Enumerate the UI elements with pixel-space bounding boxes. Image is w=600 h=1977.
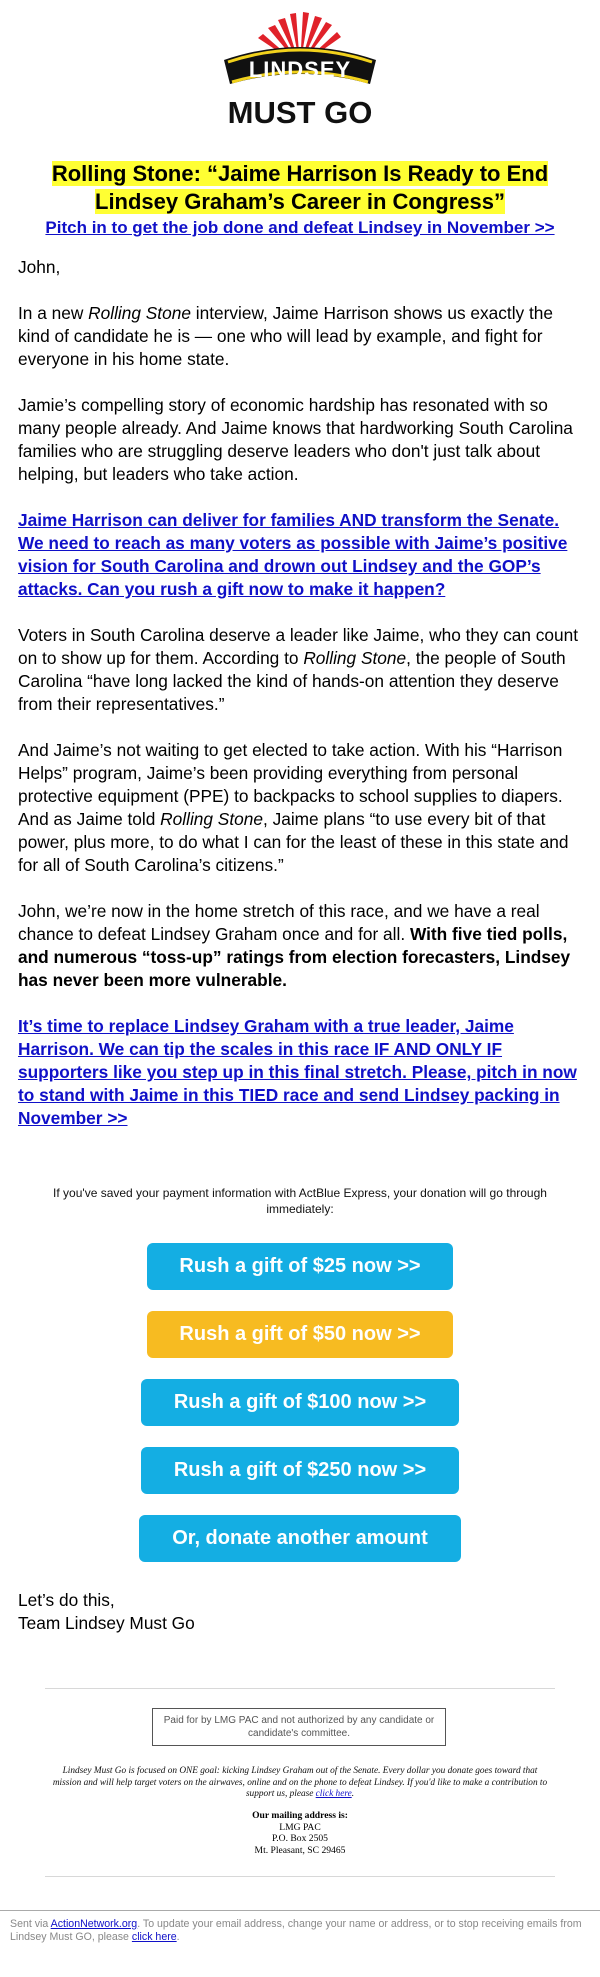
para5-text: John, we’re now in the home stretch of this race, and we have a real chance to defeat Lindsey Graham once and for all. bbox=[18, 901, 540, 944]
para1-text-a: In a new bbox=[18, 303, 89, 323]
greeting-text: John, bbox=[18, 257, 61, 277]
mission-end: . bbox=[351, 1789, 355, 1799]
divider-top bbox=[45, 1688, 555, 1689]
donate-250-button[interactable]: Rush a gift of $250 now >> bbox=[141, 1447, 459, 1494]
mailing-city: Mt. Pleasant, SC 29465 bbox=[254, 1844, 346, 1856]
footer-text-a: Sent via bbox=[10, 1918, 51, 1930]
donate-25-button[interactable]: Rush a gift of $25 now >> bbox=[147, 1243, 453, 1290]
footer bbox=[10, 1918, 590, 1944]
pitch-link-wrap bbox=[18, 217, 582, 239]
link-paragraph-2 bbox=[18, 1015, 584, 1130]
mission-statement bbox=[50, 1766, 550, 1801]
para4-italic: Rolling Stone bbox=[160, 809, 263, 829]
logo-word-bottom: MUST GO bbox=[227, 95, 373, 130]
pitch-link[interactable]: Pitch in to get the job done and defeat Lindsey in November >> bbox=[45, 218, 555, 237]
para1-italic: Rolling Stone bbox=[88, 303, 191, 323]
mailing-box: P.O. Box 2505 bbox=[272, 1833, 328, 1844]
link-paragraph-1 bbox=[18, 509, 584, 601]
donate-link-1[interactable]: Jaime Harrison can deliver for families AND transform the Senate. We need to reach as many voters as possible with Jaime’s positive vision for South Carolina and drown out Lindsey and the GOP’s attacks. Can you rush a gift now to make it happen? bbox=[18, 510, 568, 599]
donate-link-2[interactable]: It’s time to replace Lindsey Graham with a true leader, Jaime Harrison. We can tip the scales in this race IF AND ONLY IF supporters like you step up in this final stretch. Please, pitch in now to stand with Jaime in this TIED race and send Lindsey packing in November >> bbox=[18, 1016, 577, 1128]
headline-line2: Lindsey Graham’s Career in Congress” bbox=[95, 189, 505, 214]
unsubscribe-link[interactable]: click here bbox=[131, 1931, 177, 1943]
headline bbox=[18, 160, 582, 216]
logo-graphic bbox=[210, 8, 390, 136]
para3-text-b: , the people of South Carolina “have long lacked the kind of hands-on attention they deserve from their representatives.” bbox=[18, 648, 566, 714]
footer-text-c: . bbox=[176, 1931, 180, 1943]
actionnetwork-link[interactable]: ActionNetwork.org bbox=[50, 1918, 138, 1930]
headline-line1: Rolling Stone: “Jaime Harrison Is Ready to End bbox=[51, 161, 549, 186]
donate-other-amount-button[interactable]: Or, donate another amount bbox=[139, 1515, 461, 1562]
para5-bold: With five tied polls, and numerous “toss-up” ratings from election forecasters, Lindsey has never been more vulnerable. bbox=[18, 924, 571, 990]
mission-click-here-link[interactable]: click here bbox=[315, 1789, 352, 1799]
signoff-line1: Let’s do this, bbox=[18, 1590, 115, 1610]
paragraph-5 bbox=[18, 900, 584, 992]
mailing-address bbox=[150, 1810, 450, 1856]
signoff-line2: Team Lindsey Must Go bbox=[18, 1613, 195, 1633]
actblue-note: If you've saved your payment information with ActBlue Express, your donation will go through immediately: bbox=[53, 1186, 547, 1216]
para4-text-a: And Jaime’s not waiting to get elected to take action. With his “Harrison Helps” program, Jaime’s been providing everything from personal protective equipment (PPE) to backpacks to school supplies to diapers. And as Jaime told bbox=[18, 740, 563, 829]
donate-50-button[interactable]: Rush a gift of $50 now >> bbox=[147, 1311, 453, 1358]
logo-word-top: LINDSEY bbox=[248, 57, 352, 82]
paragraph-1 bbox=[18, 302, 584, 371]
para2-text: Jamie’s compelling story of economic hardship has resonated with so many people already. And Jaime knows that hardworking South Carolina families who are struggling deserve leaders who don't just talk about helping, but leaders who take action. bbox=[18, 395, 573, 484]
greeting bbox=[18, 256, 584, 279]
logo-banner bbox=[224, 47, 376, 84]
mailing-name: LMG PAC bbox=[279, 1821, 321, 1833]
signoff bbox=[18, 1589, 195, 1635]
para1-text-b: interview, Jaime Harrison shows us exactly the kind of candidate he is — one who will lead by example, and fight for everyone in his home state. bbox=[18, 303, 554, 369]
divider-bottom bbox=[45, 1876, 555, 1877]
para3-text-a: Voters in South Carolina deserve a leader like Jaime, who they can count on to show up for them. According to bbox=[18, 625, 579, 668]
donate-100-button[interactable]: Rush a gift of $100 now >> bbox=[141, 1379, 459, 1426]
paragraph-3 bbox=[18, 624, 584, 716]
para4-text-b: , Jaime plans “to use every bit of that power, plus more, to do what I can for the least of these in this state and for all of South Carolina’s citizens.” bbox=[18, 809, 569, 875]
mailing-label: Our mailing address is: bbox=[252, 1810, 348, 1821]
para3-italic: Rolling Stone bbox=[303, 648, 407, 668]
paid-for-disclaimer: Paid for by LMG PAC and not authorized by any candidate or candidate's committee. bbox=[152, 1708, 446, 1746]
footer-rule bbox=[0, 1910, 600, 1911]
logo bbox=[210, 8, 390, 136]
footer-text-b: . To update your email address, change your name or address, or to stop receiving emails from Lindsey Must GO, please bbox=[10, 1918, 582, 1943]
paragraph-4 bbox=[18, 739, 584, 877]
mission-text: Lindsey Must Go is focused on ONE goal: kicking Lindsey Graham out of the Senate. Every dollar you donate goes toward that mission and will help target voters on the airwaves, online and on the phone to defeat Lindsey. If you'd like to make a contribution to support us, please bbox=[52, 1766, 548, 1799]
paragraph-2 bbox=[18, 394, 584, 486]
